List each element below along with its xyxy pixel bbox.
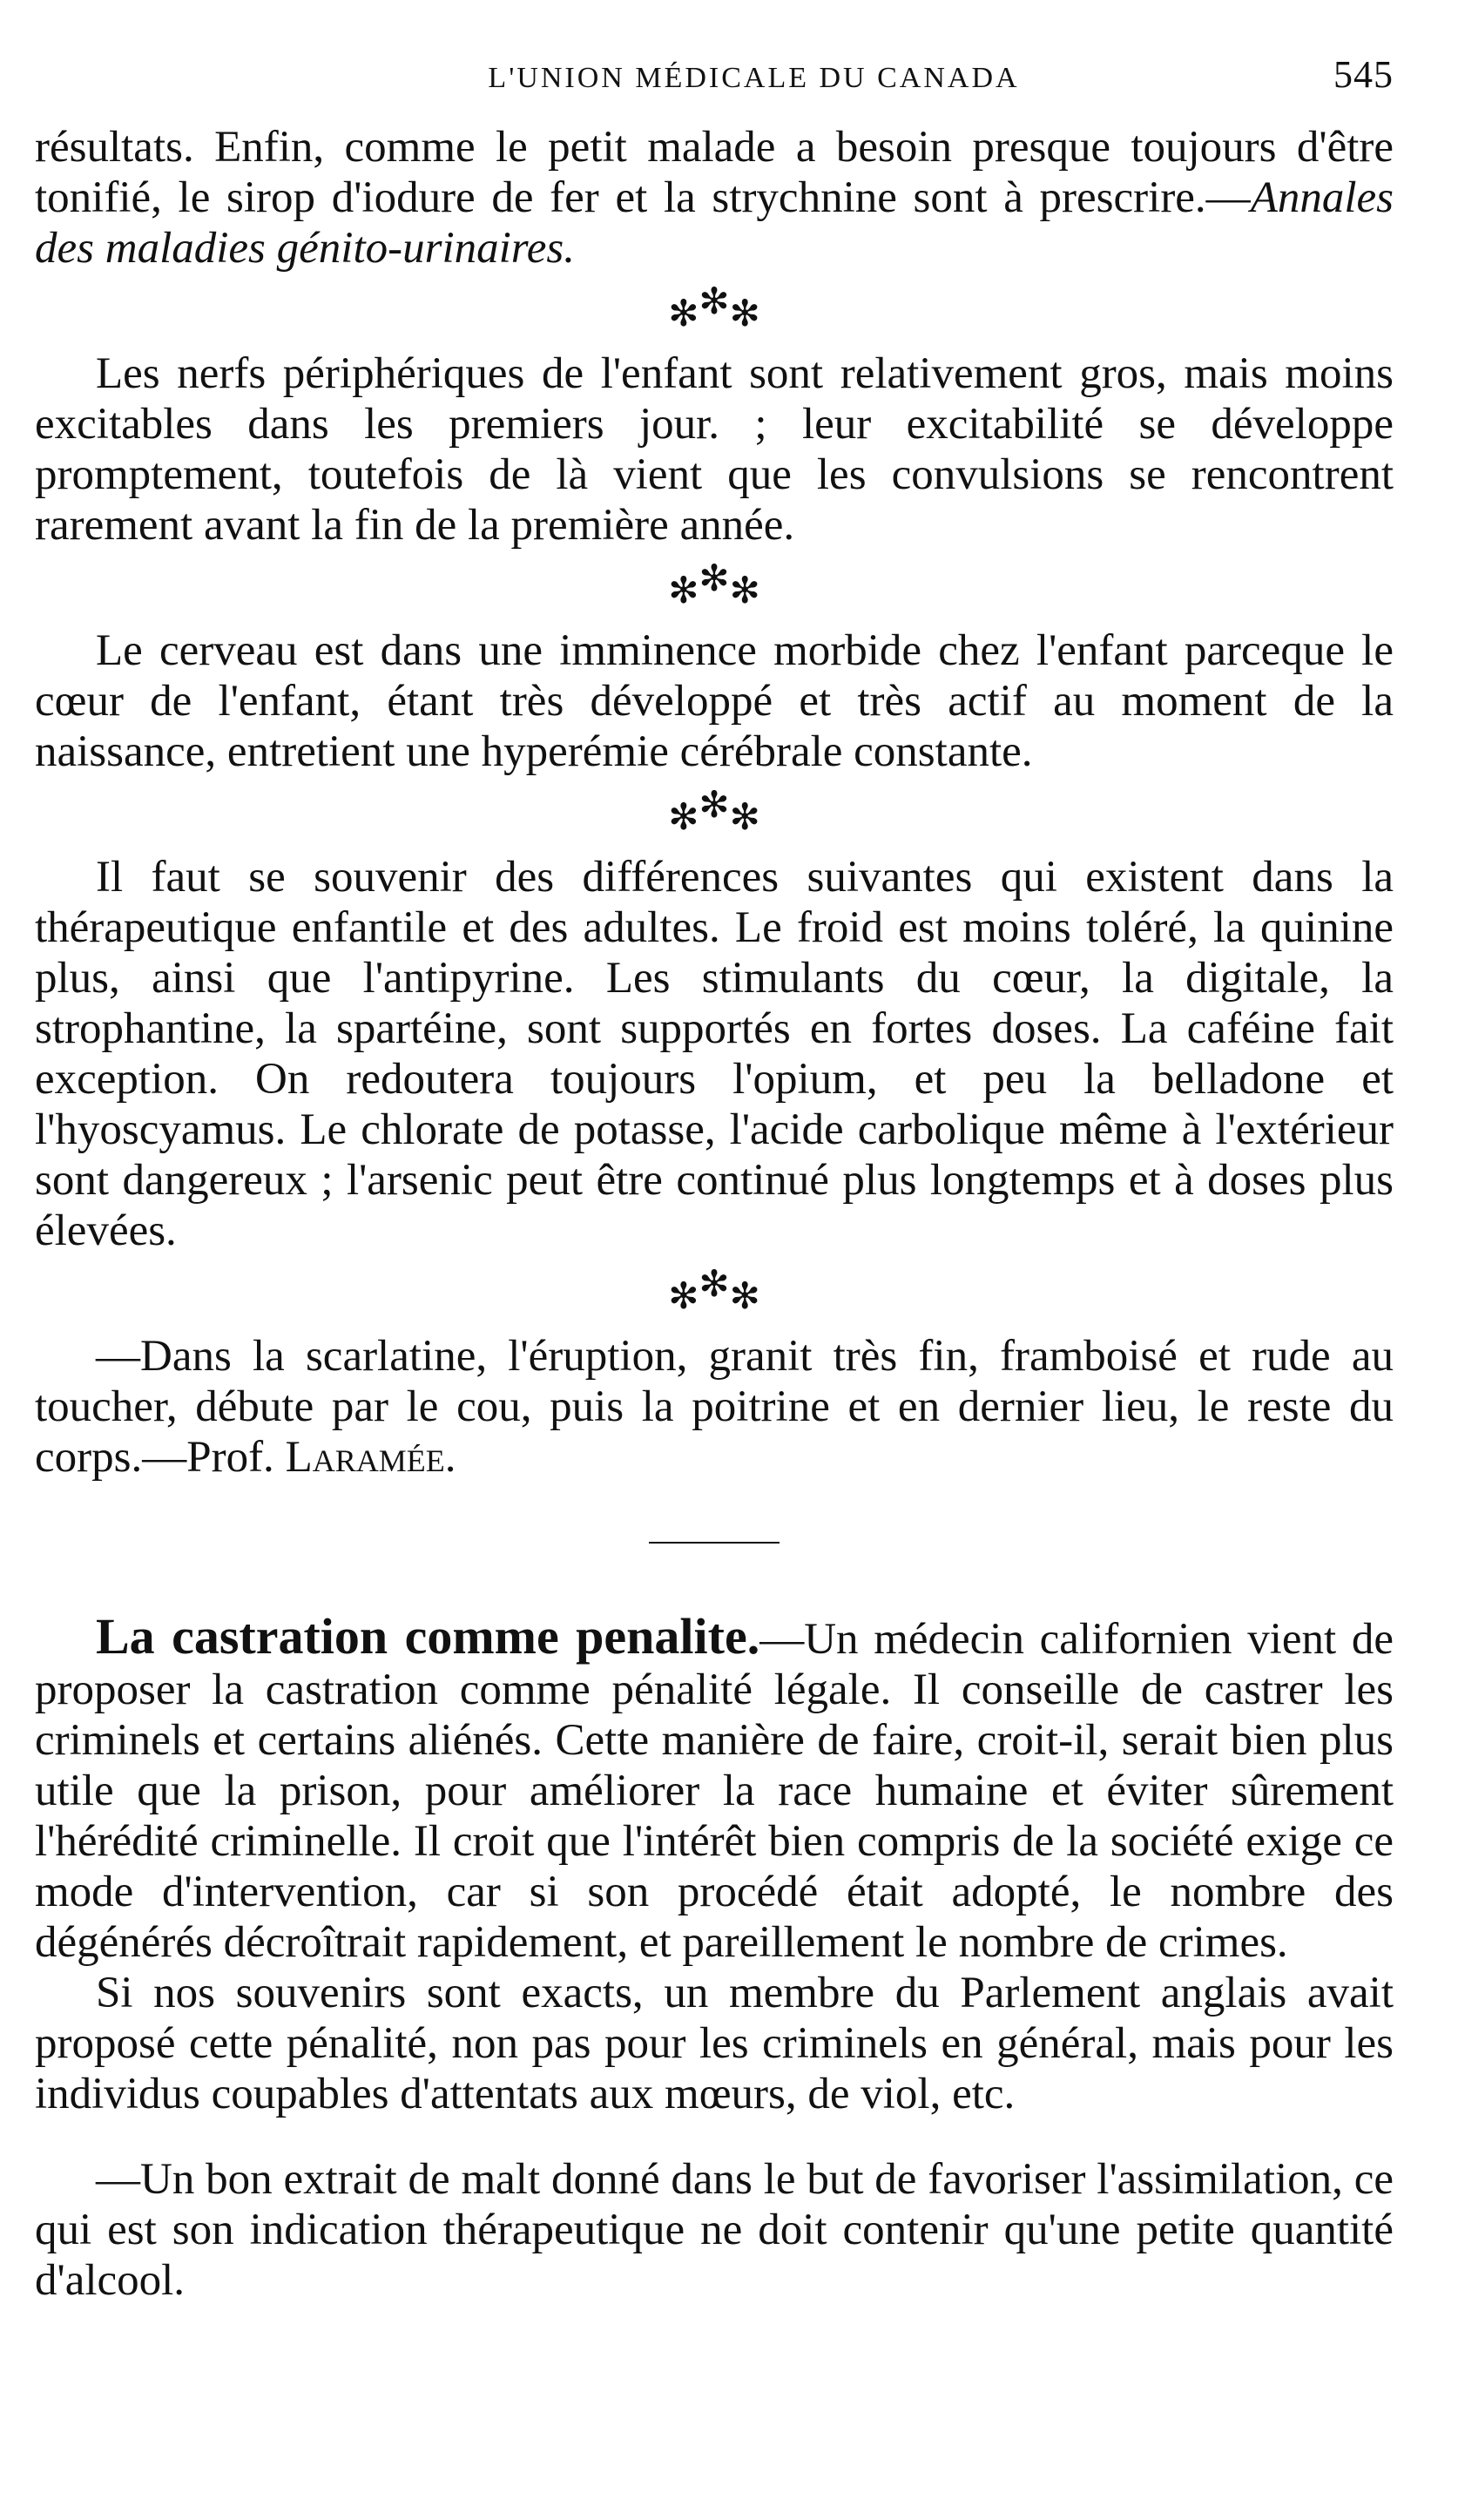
source-citation: Annales des maladies génito-urinaires.: [35, 173, 1394, 273]
asterism-divider: ✻✻✻: [668, 783, 760, 838]
running-head: [35, 52, 1394, 122]
journal-title: L'UNION MÉDICALE DU CANADA: [488, 62, 1020, 94]
paragraph-text: —Dans la scarlatine, l'éruption, granit très fin, framboisé et rude au toucher, débute par le cou, puis la poitrine et en dernier lieu, le reste du corps.—Prof.: [35, 1332, 1394, 1482]
author-name: Laramée.: [285, 1433, 456, 1482]
asterism-divider: ✻✻✻: [668, 557, 760, 611]
spacer: [35, 2119, 1394, 2154]
paragraph-malt-extract: —Un bon extrait de malt donné dans le but de favoriser l'assimilation, ce qui est son indication thérapeutique ne doit contenir qu'une petite quantité d'alcool.: [35, 2155, 1394, 2305]
asterism-divider: ✻✻✻: [668, 1262, 760, 1317]
journal-page: [35, 52, 1394, 2306]
article-castration: [35, 1608, 1394, 1968]
asterism-divider: ✻✻✻: [668, 280, 760, 334]
page-number: 545: [1333, 53, 1394, 96]
paragraph-continuation: [35, 122, 1394, 274]
article-headline: La castration comme penalite.: [96, 1608, 760, 1665]
paragraph-parliament: Si nos souvenirs sont exacts, un membre du Parlement anglais avait proposé cette pénalité, non pas pour les criminels en général, mais pour les individus coupables d'attentats aux mœurs, de viol, etc.: [35, 1969, 1394, 2118]
section-rule: [649, 1542, 780, 1544]
paragraph-peripheral-nerves: Les nerfs périphériques de l'enfant sont relativement gros, mais moins excitables dans les premiers jour. ; leur excitabilité se développe promptement, toutefois de là vient que les convulsions se rencontrent rarement avant la fin de la première année.: [35, 349, 1394, 550]
paragraph-scarlatina: [35, 1331, 1394, 1483]
paragraph-therapeutics: Il faut se souvenir des différences suivantes qui existent dans la thérapeutique enfantile et des adultes. Le froid est moins toléré, la quinine plus, ainsi que l'antipyrine. Les stimulants du cœur, la digitale, la strophantine, la spartéine, sont supportés en fortes doses. La caféine fait exception. On redoutera toujours l'opium, et peu la belladone et l'hyoscyamus. Le chlorate de potasse, l'acide carbolique même à l'extérieur sont dangereux ; l'arsenic peut être continué plus longtemps et à doses plus élevées.: [35, 853, 1394, 1255]
paragraph-text: résultats. Enfin, comme le petit malade a besoin presque toujours d'être tonifié, le sirop d'iodure de fer et la strychnine sont à prescrire.—: [35, 123, 1394, 222]
article-text: —Un médecin californien vient de proposer la castration comme pénalité légale. Il conseille de castrer les criminels et certains aliénés. Cette manière de faire, croit-il, serait bien plus utile que la prison, pour améliorer la race humaine et éviter sûrement l'hérédité criminelle. Il croit que l'intérêt bien compris de la société exige ce mode d'intervention, car si son procédé était adopté, le nombre des dégénérés décroîtrait rapidement, et pareillement le nombre de crimes.: [35, 1615, 1394, 1967]
paragraph-brain: Le cerveau est dans une imminence morbide chez l'enfant parceque le cœur de l'enfant, étant très développé et très actif au moment de la naissance, entretient une hyperémie cérébrale constante.: [35, 626, 1394, 776]
